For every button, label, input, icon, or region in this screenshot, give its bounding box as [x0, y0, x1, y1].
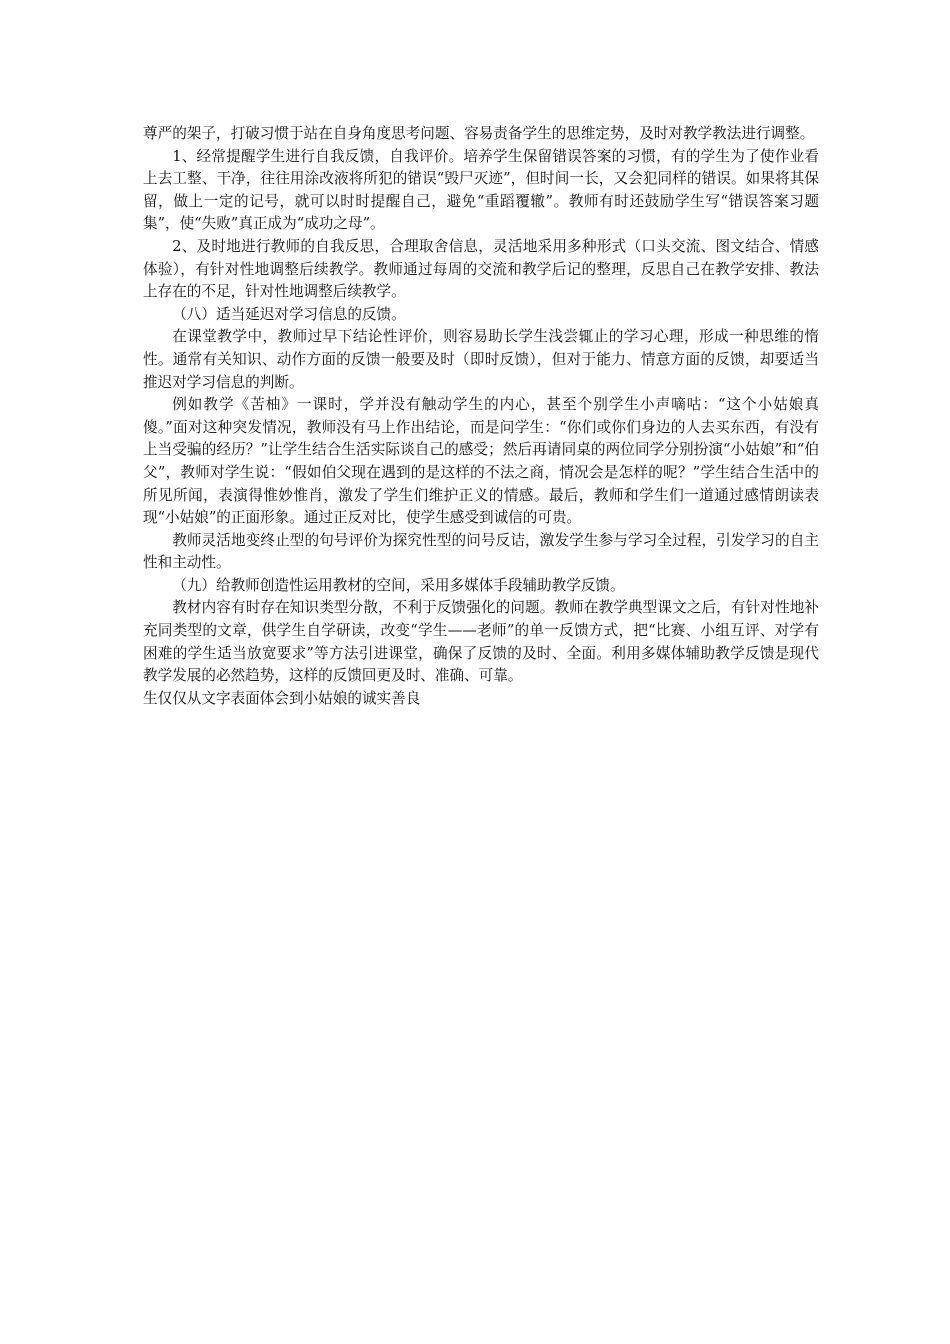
document-page	[143, 123, 819, 710]
paragraph-question-evaluation: 教师灵活地变终止型的句号评价为探究性型的问号反诘，激发学生参与学习全过程，引发学习的自主性和主动性。	[143, 531, 819, 572]
paragraph-multimedia: 教材内容有时存在知识类型分散，不利于反馈强化的问题。教师在教学典型课文之后，有针对性地补充同类型的文章，供学生自学研读，改变“学生——老师”的单一反馈方式，把“比赛、小组互评、对学有困难的学生适当放宽要求”等方法引进课堂，确保了反馈的及时、全面。利用多媒体辅助教学反馈是现代教学发展的必然趋势，这样的反馈回更及时、准确、可靠。	[143, 599, 819, 685]
paragraph-self-feedback: 1、经常提醒学生进行自我反馈，自我评价。培养学生保留错误答案的习惯，有的学生为了使作业看上去工整、干净，往往用涂改液将所犯的错误“毁尸灭迹”，但时间一长，又会犯同样的错误。如果将其保留，做上一定的记号，就可以时时提醒自己，避免“重蹈覆辙”。教师有时还鼓励学生写“错误答案习题集”，使“失败”真正成为“成功之母”。	[143, 147, 819, 233]
paragraph-continuation: 尊严的架子，打破习惯于站在自身角度思考问题、容易责备学生的思维定势，及时对教学教法进行调整。	[143, 125, 815, 142]
paragraph-delayed-feedback: 在课堂教学中，教师过早下结论性评价，则容易助长学生浅尝辄止的学习心理，形成一种思维的惰性。通常有关知识、动作方面的反馈一般要及时（即时反馈），但对于能力、情意方面的反馈，却要适当推迟对学习信息的判断。	[143, 328, 819, 391]
paragraph-trailing-fragment: 生仅仅从文字表面体会到小姑娘的诚实善良	[143, 689, 421, 707]
paragraph-teacher-reflection: 2、及时地进行教师的自我反思，合理取舍信息，灵活地采用多种形式（口头交流、图文结合、情感体验），有针对性地调整后续教学。教师通过每周的交流和教学后记的整理，反思自己在教学安排、教法上存在的不足，针对性地调整后续教学。	[143, 237, 819, 301]
section-heading-9: （九）给教师创造性运用教材的空间，采用多媒体手段辅助教学反馈。	[172, 576, 625, 594]
paragraph-example-kuyou: 例如教学《苦柚》一课时，学并没有触动学生的内心，甚至个别学生小声嘀咕：“这个小姑娘真傻。”面对这种突发情况，教师没有马上作出结论，而是问学生：“你们或你们身边的人去买东西，有没有上当受骗的经历？”让学生结合生活实际谈自己的感受；然后再请同桌的两位同学分别扮演“小姑娘”和“伯父”，教师对学生说：“假如伯父现在遇到的是这样的不法之商，情况会是怎样的呢？”学生结合生活中的所见所闻，表演得惟妙惟肖，激发了学生们维护正义的情感。最后，教师和学生们一道通过感情朗读表现“小姑娘”的正面形象。通过正反对比，使学生感受到诚信的可贵。	[143, 396, 819, 527]
section-heading-8: （八）适当延迟对学习信息的反馈。	[172, 305, 406, 323]
